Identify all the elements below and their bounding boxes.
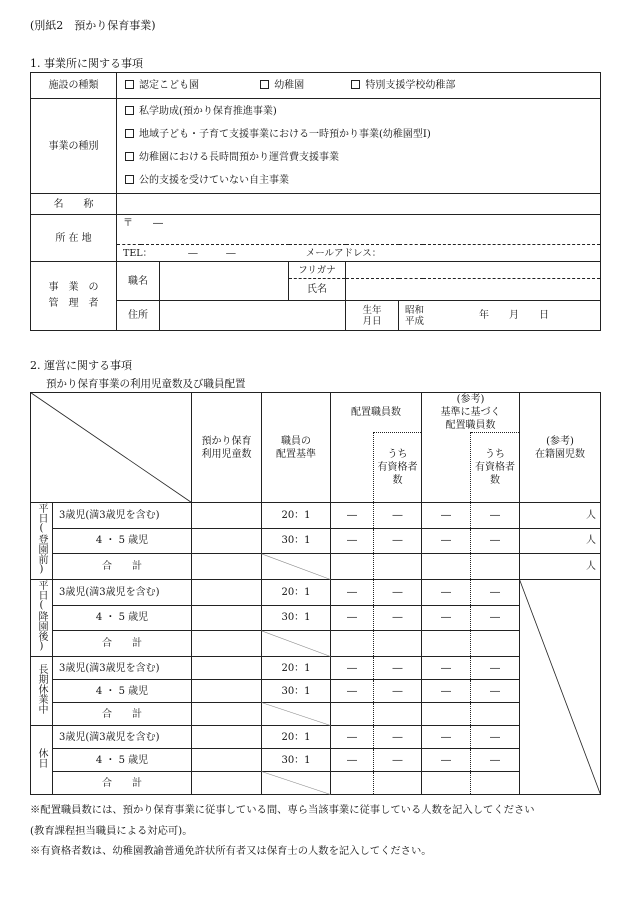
section2-title: 2. 運営に関する事項 [30,359,132,372]
children-count-field[interactable] [192,605,262,631]
ref-qualified-count-field[interactable]: ― [471,580,520,606]
period-label-text: 休日 [36,748,47,768]
standard-ratio: 30：1 [262,749,331,772]
standard-ratio [262,772,331,795]
period-label [31,726,53,795]
facility-type-options [117,73,601,99]
ref-qualified-count-field[interactable]: ― [471,528,520,554]
ref-qualified-count-field[interactable] [471,554,520,580]
children-count-field[interactable] [192,749,262,772]
age-label: 合 計 [53,631,192,657]
table-row [31,680,601,703]
children-count-field[interactable] [192,528,262,554]
ref-staff-count-field[interactable] [422,554,471,580]
person-name-label: 氏名 [289,279,346,301]
age-label: 合 計 [53,772,192,795]
age-label: 合 計 [53,554,192,580]
business-option[interactable] [125,123,600,146]
qualified-count-field[interactable]: ― [374,503,422,529]
table-row [31,772,601,795]
address-label: 所 在 地 [31,215,117,262]
age-label: 3歳児(満3歳児を含む) [53,503,192,529]
col-ref-qualified-header: うち 有資格者 数 [471,433,520,503]
col-ref-staff-header: (参考) 基準に基づく 配置職員数 [422,393,520,433]
children-count-field[interactable] [192,680,262,703]
staff-count-field[interactable]: ― [331,680,374,703]
birth-date-field[interactable] [399,301,601,331]
business-option[interactable] [125,146,600,169]
ref-staff-count-field[interactable] [422,772,471,795]
email-label: メールアドレス： [305,247,382,259]
period-label [31,580,53,657]
age-label: 4 ・ 5 歳児 [53,605,192,631]
residence-label: 住所 [117,301,160,330]
checkbox-icon[interactable] [125,80,134,89]
ref-staff-count-field[interactable]: ― [422,680,471,703]
period-label [31,657,53,726]
table-row [31,605,601,631]
business-type-options [117,99,601,194]
checkbox-icon[interactable] [351,80,360,89]
furigana-field[interactable] [346,262,601,279]
age-label: 4 ・ 5 歳児 [53,528,192,554]
checkbox-icon[interactable] [125,106,134,115]
ref-qualified-count-field[interactable]: ― [471,503,520,529]
staff-count-field[interactable] [331,554,374,580]
ref-staff-count-field[interactable]: ― [422,580,471,606]
table-row [31,749,601,772]
age-label: 4 ・ 5 歳児 [53,680,192,703]
age-label: 合 計 [53,703,192,726]
business-option-label: 幼稚園における長時間預かり運営費支援事業 [139,152,339,163]
ref-staff-count-field[interactable] [422,703,471,726]
era-label: 昭和 平成 [405,304,425,327]
tel-label: TEL： [123,247,153,259]
col-children-header: 預かり保育 利用児童数 [192,393,262,503]
standard-ratio: 20：1 [262,726,331,749]
checkbox-icon[interactable] [125,129,134,138]
ref-subcol-blank [422,433,471,503]
postal-field[interactable] [117,215,601,245]
standard-ratio: 20：1 [262,580,331,606]
facility-type-label: 施設の種類 [31,73,117,99]
ref-staff-count-field[interactable] [422,631,471,657]
age-label: 3歳児(満3歳児を含む) [53,580,192,606]
children-count-field[interactable] [192,703,262,726]
staff-count-field[interactable] [331,631,374,657]
note-2: (教育課程担当職員による対応可)。 [30,825,193,837]
contact-field[interactable] [117,245,601,262]
children-count-field[interactable] [192,772,262,795]
age-label: 3歳児(満3歳児を含む) [53,726,192,749]
enrolled-count-field[interactable]: 人 [520,554,601,580]
staff-count-field[interactable] [331,772,374,795]
ref-qualified-count-field[interactable]: ― [471,726,520,749]
qualified-count-field[interactable] [374,703,422,726]
table-row [31,631,601,657]
staff-count-field[interactable]: ― [331,503,374,529]
section1-title: 1. 事業所に関する事項 [30,57,143,70]
document-header: (別紙2 預かり保育事業) [30,19,156,32]
checkbox-icon[interactable] [260,80,269,89]
note-1: ※配置職員数には、預かり保育事業に従事している間、専ら当該事業に従事している人数を記入してください [30,804,535,816]
age-label: 4 ・ 5 歳児 [53,749,192,772]
name-label: 名 称 [31,194,117,215]
checkbox-icon[interactable] [125,175,134,184]
note-3: ※有資格者数は、幼稚園教諭普通免許状所有者又は保育士の人数を記入してください。 [30,845,432,857]
facility-option-label: 認定こども園 [139,80,199,91]
children-count-field[interactable] [192,726,262,749]
section2-subtitle: 預かり保育事業の利用児童数及び職員配置 [46,378,246,390]
ref-staff-count-field[interactable]: ― [422,726,471,749]
checkbox-icon[interactable] [125,152,134,161]
staff-count-field[interactable] [331,703,374,726]
enrolled-na-cell [520,580,601,795]
staff-count-field[interactable]: ― [331,528,374,554]
staff-subcol-blank [331,433,374,503]
business-option-label: 地域子ども・子育て支援事業における一時預かり事業(幼稚園型Ⅰ) [139,129,431,140]
period-label [31,503,53,580]
qualified-count-field[interactable] [374,631,422,657]
staff-count-field[interactable]: ― [331,726,374,749]
period-label-text: 平日(降園後) [36,580,47,652]
period-label-text: 長期休業中 [36,664,47,714]
postal-mark: 〒 ― [123,218,163,229]
facility-option-kodomoen[interactable] [125,79,257,92]
birth-label: 生年 月日 [346,301,399,331]
job-title-label: 職名 [117,262,160,300]
ref-qualified-count-field[interactable]: ― [471,680,520,703]
business-option[interactable] [125,100,600,123]
ref-qualified-count-field[interactable] [471,703,520,726]
facility-option-label: 幼稚園 [274,80,305,91]
qualified-count-field[interactable]: ― [374,726,422,749]
period-label-text: 平日(登園前) [36,503,47,575]
ref-staff-count-field[interactable]: ― [422,528,471,554]
person-name-field[interactable] [346,279,601,301]
col-staff-header: 配置職員数 [331,393,422,433]
children-count-field[interactable] [192,580,262,606]
residence-cell [117,301,346,331]
age-label: 3歳児(満3歳児を含む) [53,657,192,680]
enrolled-count-field[interactable]: 人 [520,503,601,529]
table-row [31,554,601,580]
manager-label: 事 業 の 管 理 者 [31,262,117,331]
qualified-count-field[interactable]: ― [374,680,422,703]
staff-table [30,392,601,795]
ref-qualified-count-field[interactable] [471,631,520,657]
standard-ratio: 30：1 [262,680,331,703]
standard-ratio: 30：1 [262,528,331,554]
standard-ratio: 20：1 [262,503,331,529]
header-diagonal-cell [31,393,192,503]
table-row [31,528,601,554]
col-standard-header: 職員の 配置基準 [262,393,331,503]
ref-qualified-count-field[interactable]: ― [471,657,520,680]
children-count-field[interactable] [192,631,262,657]
table-row [31,503,601,529]
qualified-count-field[interactable]: ― [374,528,422,554]
tel-dashes: ― ― [188,247,236,259]
business-option[interactable] [125,169,600,192]
job-title-field[interactable] [160,262,288,300]
qualified-count-field[interactable]: ― [374,580,422,606]
standard-ratio [262,554,331,580]
facility-table [30,72,601,331]
qualified-count-field[interactable] [374,772,422,795]
ref-qualified-count-field[interactable]: ― [471,605,520,631]
facility-option-kindergarten[interactable] [260,79,348,92]
date-units: 年 月 日 [479,310,549,321]
business-option-label: 私学助成(預かり保育推進事業) [139,106,277,117]
business-type-label: 事業の種別 [31,99,117,194]
enrolled-count-field[interactable]: 人 [520,528,601,554]
col-enrolled-header: (参考) 在籍園児数 [520,393,601,503]
business-option-label: 公的支援を受けていない自主事業 [139,175,289,186]
ref-staff-count-field[interactable]: ― [422,503,471,529]
facility-option-label: 特別支援学校幼稚部 [365,80,456,91]
staff-count-field[interactable]: ― [331,749,374,772]
qualified-count-field[interactable]: ― [374,749,422,772]
children-count-field[interactable] [192,657,262,680]
residence-field[interactable] [160,301,345,330]
ref-staff-count-field[interactable]: ― [422,749,471,772]
ref-qualified-count-field[interactable] [471,772,520,795]
job-title-cell [117,262,289,301]
standard-ratio [262,703,331,726]
staff-count-field[interactable]: ― [331,580,374,606]
furigana-label: フリガナ [289,262,346,279]
qualified-count-field[interactable]: ― [374,657,422,680]
standard-ratio [262,631,331,657]
staff-count-field[interactable]: ― [331,605,374,631]
ref-staff-count-field[interactable]: ― [422,605,471,631]
col-qualified-header: うち 有資格者 数 [374,433,422,503]
qualified-count-field[interactable]: ― [374,605,422,631]
staff-count-field[interactable]: ― [331,657,374,680]
children-count-field[interactable] [192,554,262,580]
ref-qualified-count-field[interactable]: ― [471,749,520,772]
standard-ratio: 30：1 [262,605,331,631]
table-row [31,703,601,726]
ref-staff-count-field[interactable]: ― [422,657,471,680]
standard-ratio: 20：1 [262,657,331,680]
table-row [31,580,601,606]
table-row [31,726,601,749]
facility-option-special-school[interactable] [351,79,455,92]
qualified-count-field[interactable] [374,554,422,580]
children-count-field[interactable] [192,503,262,529]
table-row [31,657,601,680]
name-field[interactable] [117,194,601,215]
